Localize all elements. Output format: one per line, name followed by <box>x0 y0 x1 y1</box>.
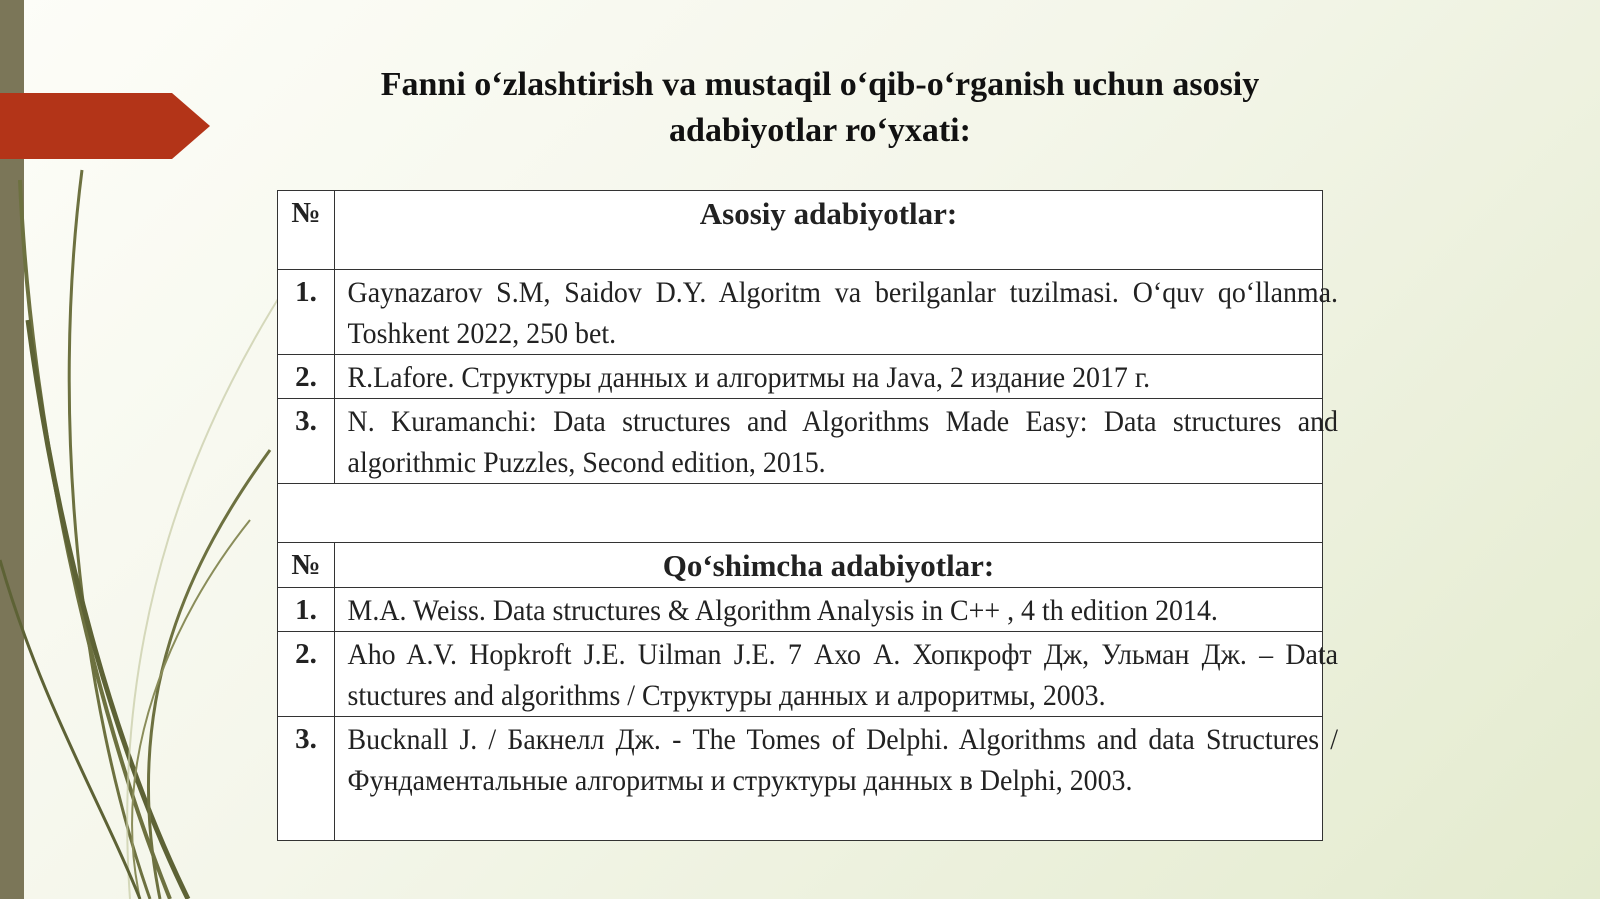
reference-text: Aho A.V. Hopkroft J.E. Uilman J.E. 7 Ахо А. Хопкрофт Дж, Ульман Дж. – Data stuctures and algorithms / Структуры данных и алроритмы, 2003. <box>335 632 1254 717</box>
table-row <box>278 588 1323 632</box>
reference-text: Gaynazarov S.M, Saidov D.Y. Algoritm va berilganlar tuzilmasi. O‘quv qo‘llanma. Toshkent 2022, 250 bet. <box>335 270 1254 355</box>
table-row <box>278 270 1323 355</box>
row-number: 3. <box>278 717 335 841</box>
table-row <box>278 717 1323 841</box>
extra-literature-heading: Qo‘shimcha adabiyotlar: <box>335 543 1323 588</box>
row-number: 1. <box>278 588 335 632</box>
reference-text: M.A. Weiss. Data structures & Algorithm Analysis in C++ , 4 th edition 2014. <box>335 588 1254 632</box>
number-column-header: № <box>278 543 335 588</box>
table-row <box>278 355 1323 399</box>
main-literature-heading: Asosiy adabiyotlar: <box>335 191 1323 270</box>
row-number: 2. <box>278 632 335 717</box>
row-number: 1. <box>278 270 335 355</box>
number-column-header: № <box>278 191 335 270</box>
row-number: 2. <box>278 355 335 399</box>
empty-cell <box>278 484 1323 543</box>
table-row <box>278 632 1323 717</box>
row-number: 3. <box>278 399 335 484</box>
title-arrow-marker <box>0 93 210 159</box>
literature-table <box>277 190 1338 841</box>
reference-text: N. Kuramanchi: Data structures and Algorithms Made Easy: Data structures and algorithmic Puzzles, Second edition, 2015. <box>335 399 1254 484</box>
slide-title-line-2: adabiyotlar ro‘yxati: <box>669 112 971 149</box>
reference-text: R.Lafore. Структуры данных и алгоритмы на Java, 2 издание 2017 г. <box>335 355 1254 399</box>
slide-title-line-1: Fanni o‘zlashtirish va mustaqil o‘qib-o‘rganish uchun asosiy <box>380 66 1260 103</box>
spacer-row <box>278 484 1323 543</box>
table-row <box>278 399 1323 484</box>
slide-title <box>300 62 1340 154</box>
extra-header-row <box>278 543 1323 588</box>
main-header-row <box>278 191 1323 270</box>
reference-text: Bucknall J. / Бакнелл Дж. - The Tomes of Delphi. Algorithms and data Structures / Фундаментальные алгоритмы и структуры данных в Delphi, 2003. <box>335 717 1254 841</box>
